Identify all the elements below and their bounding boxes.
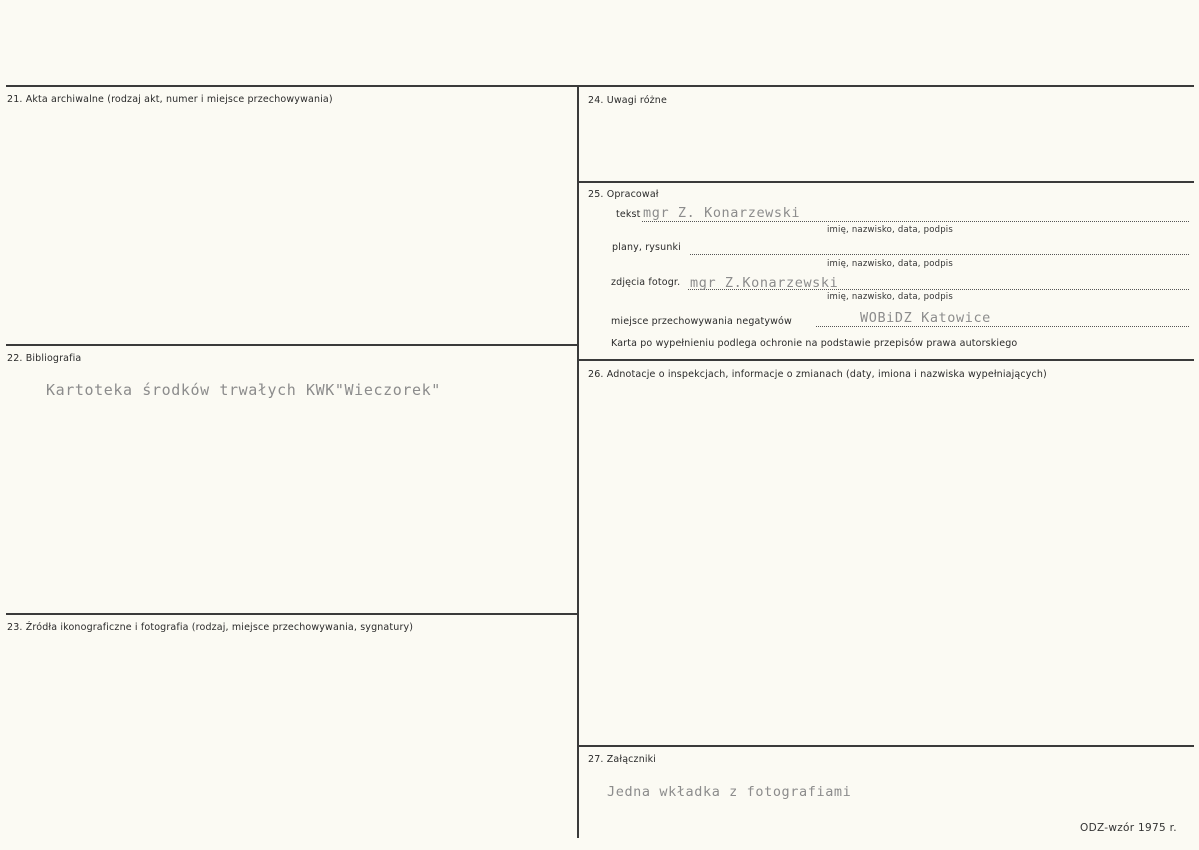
- rule-24-25: [579, 181, 1194, 183]
- section-26-label: 26. Adnotacje o inspekcjach, informacje o zmianach (daty, imiona i nazwiska wypełniających): [588, 369, 1047, 380]
- section-27-label: 27. Załączniki: [588, 754, 657, 765]
- section-23-label: 23. Źródła ikonograficzne i fotografia (rodzaj, miejsce przechowywania, sygnatury): [7, 622, 414, 633]
- tekst-label: tekst: [616, 209, 641, 220]
- copyright-note: Karta po wypełnieniu podlega ochronie na podstawie przepisów prawa autorskiego: [611, 338, 1018, 349]
- negatywy-value: WOBiDZ Katowice: [860, 310, 991, 326]
- zdjecia-value: mgr Z.Konarzewski: [690, 275, 839, 291]
- rule-21-22: [6, 344, 577, 346]
- form-footer: ODZ-wzór 1975 r.: [1080, 822, 1177, 834]
- tekst-caption: imię, nazwisko, data, podpis: [827, 225, 953, 235]
- zdjecia-caption: imię, nazwisko, data, podpis: [827, 292, 953, 302]
- negatywy-dotted-line: [816, 326, 1189, 327]
- section-24-label: 24. Uwagi różne: [588, 95, 667, 106]
- rule-25-26: [579, 359, 1194, 361]
- tekst-value: mgr Z. Konarzewski: [643, 205, 801, 221]
- rule-22-23: [6, 613, 577, 615]
- rule-26-27: [579, 745, 1194, 747]
- tekst-dotted-line: [642, 221, 1189, 222]
- section-22-label: 22. Bibliografia: [7, 353, 82, 364]
- plany-dotted-line: [690, 254, 1189, 255]
- section-21-label: 21. Akta archiwalne (rodzaj akt, numer i miejsce przechowywania): [7, 94, 333, 105]
- column-divider: [577, 86, 579, 838]
- zdjecia-label: zdjęcia fotogr.: [611, 277, 681, 288]
- section-25-label: 25. Opracował: [588, 189, 659, 200]
- plany-caption: imię, nazwisko, data, podpis: [827, 259, 953, 269]
- plany-label: plany, rysunki: [612, 242, 681, 253]
- attachments-entry: Jedna wkładka z fotografiami: [607, 784, 852, 800]
- negatywy-label: miejsce przechowywania negatywów: [611, 316, 792, 327]
- bibliography-entry: Kartoteka środków trwałych KWK"Wieczorek": [46, 381, 441, 399]
- top-rule: [6, 85, 1194, 87]
